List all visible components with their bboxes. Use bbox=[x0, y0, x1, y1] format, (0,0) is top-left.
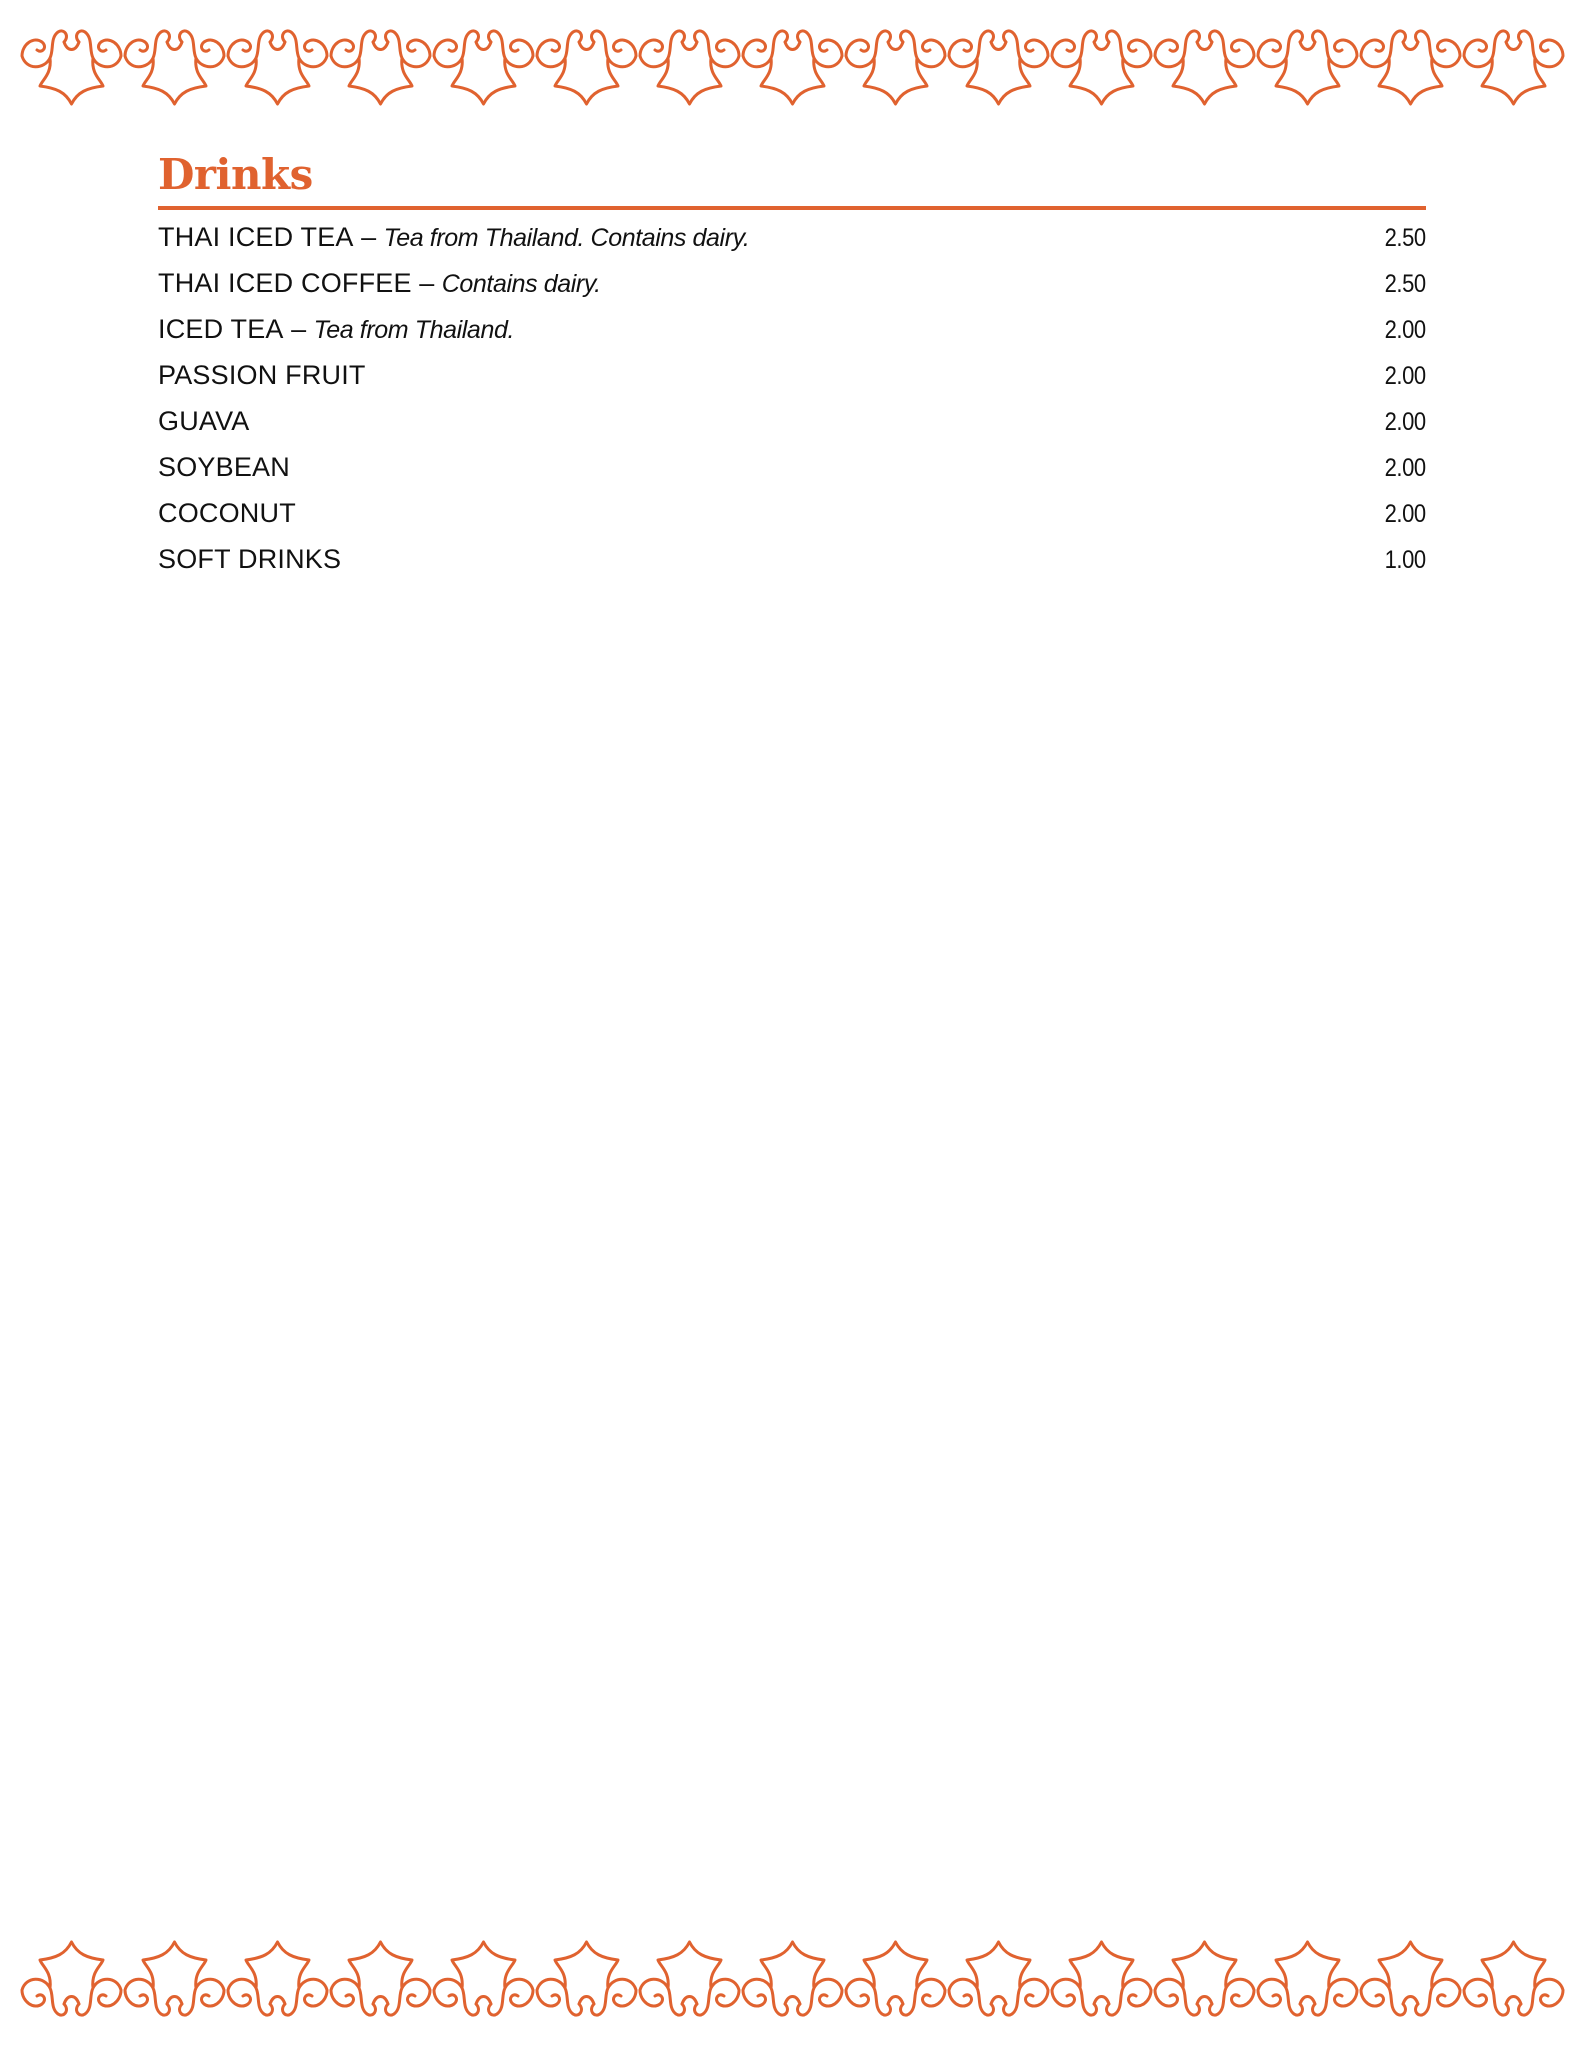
item-label bbox=[158, 314, 514, 345]
item-label bbox=[158, 452, 290, 483]
menu-item bbox=[158, 406, 1426, 452]
item-description: Contains dairy. bbox=[441, 270, 601, 298]
scroll-ornament bbox=[640, 31, 739, 104]
menu-item bbox=[158, 544, 1426, 590]
item-price: 2.50 bbox=[1384, 270, 1426, 298]
scroll-ornament bbox=[228, 31, 327, 104]
item-name: THAI ICED TEA bbox=[158, 222, 354, 252]
item-label bbox=[158, 406, 250, 437]
item-name: SOYBEAN bbox=[158, 452, 290, 482]
item-price: 2.00 bbox=[1384, 362, 1426, 390]
menu-item bbox=[158, 452, 1426, 498]
scroll-ornament bbox=[949, 1942, 1048, 2015]
menu-section bbox=[158, 148, 1426, 590]
item-name: ICED TEA bbox=[158, 314, 284, 344]
top-ornamental-border bbox=[0, 14, 1582, 114]
scroll-ornament bbox=[1155, 1942, 1254, 2015]
item-price: 2.50 bbox=[1384, 224, 1426, 252]
scroll-ornament bbox=[331, 1942, 430, 2015]
scroll-ornament bbox=[228, 1942, 327, 2015]
scroll-ornament bbox=[846, 31, 945, 104]
ornament-pattern bbox=[22, 31, 1563, 104]
scroll-ornament bbox=[1052, 1942, 1151, 2015]
scroll-ornament bbox=[846, 1942, 945, 2015]
scroll-ornament bbox=[22, 1942, 121, 2015]
scroll-ornament bbox=[640, 1942, 739, 2015]
section-title: Drinks bbox=[158, 150, 313, 199]
item-separator: – bbox=[411, 268, 442, 298]
item-name: COCONUT bbox=[158, 498, 296, 528]
scroll-ornament bbox=[1361, 1942, 1460, 2015]
menu-item bbox=[158, 314, 1426, 360]
item-label bbox=[158, 544, 341, 575]
item-description: Tea from Thailand. Contains dairy. bbox=[383, 224, 750, 252]
scroll-ornament bbox=[1464, 31, 1563, 104]
scroll-ornament bbox=[537, 31, 636, 104]
bottom-ornamental-border bbox=[0, 1932, 1582, 2032]
scroll-ornament bbox=[1155, 31, 1254, 104]
scroll-ornament bbox=[434, 1942, 533, 2015]
item-price: 2.00 bbox=[1384, 316, 1426, 344]
item-label bbox=[158, 498, 296, 529]
scroll-ornament bbox=[1464, 1942, 1563, 2015]
scroll-ornament bbox=[331, 31, 430, 104]
scroll-ornament bbox=[1258, 1942, 1357, 2015]
menu-item bbox=[158, 498, 1426, 544]
scroll-ornament bbox=[125, 1942, 224, 2015]
item-description: Tea from Thailand. bbox=[313, 316, 514, 344]
scroll-ornament bbox=[1258, 31, 1357, 104]
scroll-ornament bbox=[949, 31, 1048, 104]
scroll-ornament bbox=[434, 31, 533, 104]
scroll-ornament bbox=[125, 31, 224, 104]
ornament-pattern bbox=[22, 1942, 1563, 2015]
item-label bbox=[158, 222, 749, 253]
menu-item bbox=[158, 360, 1426, 406]
item-price: 2.00 bbox=[1384, 454, 1426, 482]
title-divider bbox=[158, 206, 1426, 210]
scroll-ornament bbox=[1052, 31, 1151, 104]
scroll-ornament bbox=[743, 1942, 842, 2015]
scroll-ornament bbox=[537, 1942, 636, 2015]
menu-item bbox=[158, 268, 1426, 314]
item-label bbox=[158, 268, 601, 299]
item-price: 2.00 bbox=[1384, 500, 1426, 528]
item-separator: – bbox=[283, 314, 314, 344]
item-name: THAI ICED COFFEE bbox=[158, 268, 412, 298]
item-name: SOFT DRINKS bbox=[158, 544, 342, 574]
item-price: 2.00 bbox=[1384, 408, 1426, 436]
item-label bbox=[158, 360, 366, 391]
item-price: 1.00 bbox=[1384, 546, 1426, 574]
item-separator: – bbox=[353, 222, 384, 252]
menu-list bbox=[158, 222, 1426, 590]
item-name: GUAVA bbox=[158, 406, 250, 436]
scroll-ornament bbox=[22, 31, 121, 104]
menu-item bbox=[158, 222, 1426, 268]
scroll-ornament bbox=[1361, 31, 1460, 104]
item-name: PASSION FRUIT bbox=[158, 360, 366, 390]
scroll-ornament bbox=[743, 31, 842, 104]
